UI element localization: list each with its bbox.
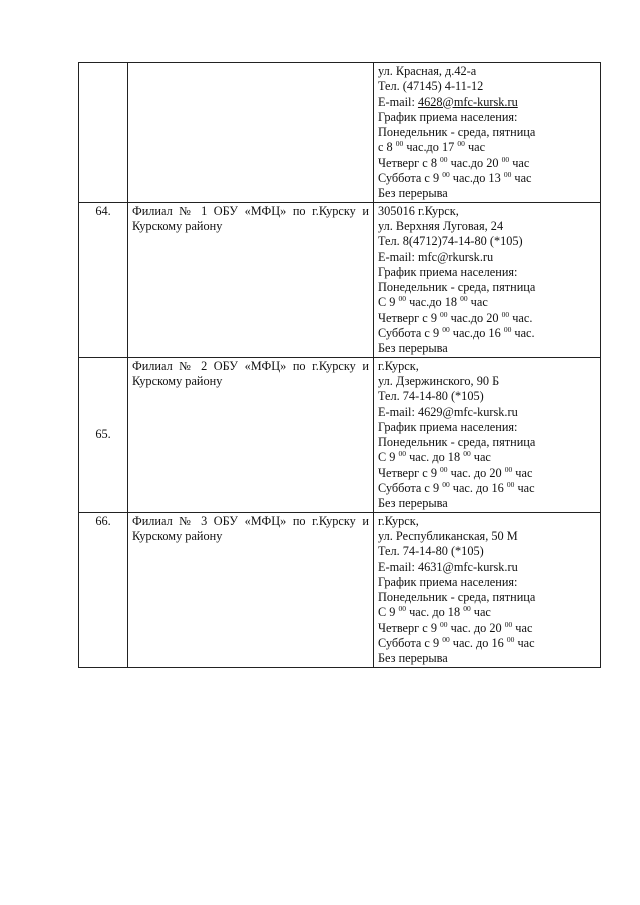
time-minutes-superscript: 00	[463, 449, 471, 459]
contact-line: E-mail: mfc@rkursk.ru	[378, 249, 494, 264]
branch-contact-cell	[374, 512, 601, 667]
time-minutes-superscript: 00	[440, 154, 448, 164]
branch-contact-cell	[374, 63, 601, 203]
contact-line: Понедельник - среда, пятница	[378, 125, 536, 140]
contact-line: ул. Дзержинского, 90 Б	[378, 373, 500, 388]
row-number-cell: 64.	[79, 202, 128, 357]
contact-line: Суббота с 9 $^{00}$ час.до 13 $^{00}$ час	[378, 169, 532, 186]
contact-line: Суббота с 9 $^{00}$ час.до 16 $^{00}$ час.	[378, 324, 535, 341]
time-minutes-superscript: 00	[442, 479, 450, 489]
contact-line: ул. Республиканская, 50 М	[378, 528, 518, 543]
contact-line: г.Курск,	[378, 358, 419, 373]
time-minutes-superscript: 00	[395, 139, 404, 149]
table-body	[79, 63, 601, 668]
time-minutes-superscript: 00	[506, 479, 515, 489]
branch-contact-cell	[374, 357, 601, 512]
branch-name-cell: Филиал № 2 ОБУ «МФЦ» по г.Курску и Курскому району	[128, 357, 374, 512]
branch-name-cell	[128, 63, 374, 203]
branch-name-cell: Филиал № 1 ОБУ «МФЦ» по г.Курску и Курскому району	[128, 202, 374, 357]
contact-line: 305016 г.Курск,	[378, 203, 459, 218]
contact-line: Без перерыва	[378, 186, 448, 201]
contact-line: График приема населения:	[378, 419, 518, 434]
time-minutes-superscript: 00	[504, 619, 513, 629]
branch-contact-cell	[374, 202, 601, 357]
contact-line: Суббота с 9 $^{00}$ час. до 16 $^{00}$ час	[378, 479, 535, 496]
table-row	[79, 512, 601, 667]
table-row	[79, 357, 601, 512]
time-minutes-superscript: 00	[442, 634, 450, 644]
contact-line: Тел. (47145) 4-11-12	[378, 79, 484, 94]
time-minutes-superscript: 00	[501, 154, 510, 164]
contact-line: Без перерыва	[378, 651, 448, 666]
time-minutes-superscript: 00	[442, 324, 450, 334]
row-number-cell: 66.	[79, 512, 128, 667]
time-minutes-superscript: 00	[440, 619, 448, 629]
contact-line: Понедельник - среда, пятница	[378, 435, 536, 450]
contact-line: Четверг с 8 $^{00}$ час.до 20 $^{00}$ час	[378, 154, 530, 170]
email-link[interactable]: 4628@mfc-kursk.ru	[417, 94, 518, 109]
contact-line: Тел. 8(4712)74-14-80 (*105)	[378, 234, 523, 249]
time-minutes-superscript: 00	[440, 309, 448, 319]
contact-line: Понедельник - среда, пятница	[378, 280, 536, 295]
row-number-cell	[79, 63, 128, 203]
contact-line: С 9 $^{00}$ час. до 18 $^{00}$ час	[378, 449, 491, 465]
contact-line: E-mail: 4628@mfc-kursk.ru	[378, 94, 518, 109]
table-row	[79, 63, 601, 203]
time-minutes-superscript: 00	[398, 449, 406, 459]
contact-line: Тел. 74-14-80 (*105)	[378, 389, 484, 404]
contact-line: График приема населения:	[378, 574, 518, 589]
row-number-cell: 65.	[79, 357, 128, 512]
contact-line: Четверг с 9 $^{00}$ час.до 20 $^{00}$ час.	[378, 309, 533, 325]
branch-name-cell: Филиал № 3 ОБУ «МФЦ» по г.Курску и Курскому району	[128, 512, 374, 667]
time-minutes-superscript: 00	[503, 324, 512, 334]
contact-line: г.Курск,	[378, 513, 419, 528]
contact-line: с 8 $^{00}$ час.до 17 $^{00}$ час	[378, 139, 486, 155]
time-minutes-superscript: 00	[501, 309, 510, 319]
time-minutes-superscript: 00	[460, 294, 468, 304]
contact-line: Четверг с 9 $^{00}$ час. до 20 $^{00}$ час	[378, 464, 533, 480]
time-minutes-superscript: 00	[398, 604, 406, 614]
contact-line: Без перерыва	[378, 496, 448, 511]
contact-line: С 9 $^{00}$ час.до 18 $^{00}$ час	[378, 294, 488, 310]
contact-line: Четверг с 9 $^{00}$ час. до 20 $^{00}$ час	[378, 619, 533, 635]
contact-line: График приема населения:	[378, 109, 518, 124]
time-minutes-superscript: 00	[457, 139, 465, 149]
contact-line: Суббота с 9 $^{00}$ час. до 16 $^{00}$ час	[378, 634, 535, 650]
contact-line: E-mail: 4629@mfc-kursk.ru	[378, 404, 518, 419]
contact-line: ул. Красная, д.42-а	[378, 64, 477, 78]
time-minutes-superscript: 00	[442, 169, 450, 179]
contact-line: E-mail: 4631@mfc-kursk.ru	[378, 559, 518, 574]
contact-line: С 9 $^{00}$ час. до 18 $^{00}$ час	[378, 604, 491, 620]
time-minutes-superscript: 00	[463, 604, 471, 614]
mfc-branches-table	[78, 62, 601, 668]
contact-line: График приема населения:	[378, 264, 518, 279]
time-minutes-superscript: 00	[398, 294, 406, 304]
contact-line: Понедельник - среда, пятница	[378, 590, 536, 605]
contact-line: Тел. 74-14-80 (*105)	[378, 544, 484, 559]
time-minutes-superscript: 00	[506, 634, 515, 644]
contact-line: Без перерыва	[378, 341, 448, 356]
time-minutes-superscript: 00	[504, 464, 513, 474]
time-minutes-superscript: 00	[503, 169, 512, 179]
table-row	[79, 202, 601, 357]
time-minutes-superscript: 00	[440, 464, 448, 474]
contact-line: ул. Верхняя Луговая, 24	[378, 218, 504, 233]
